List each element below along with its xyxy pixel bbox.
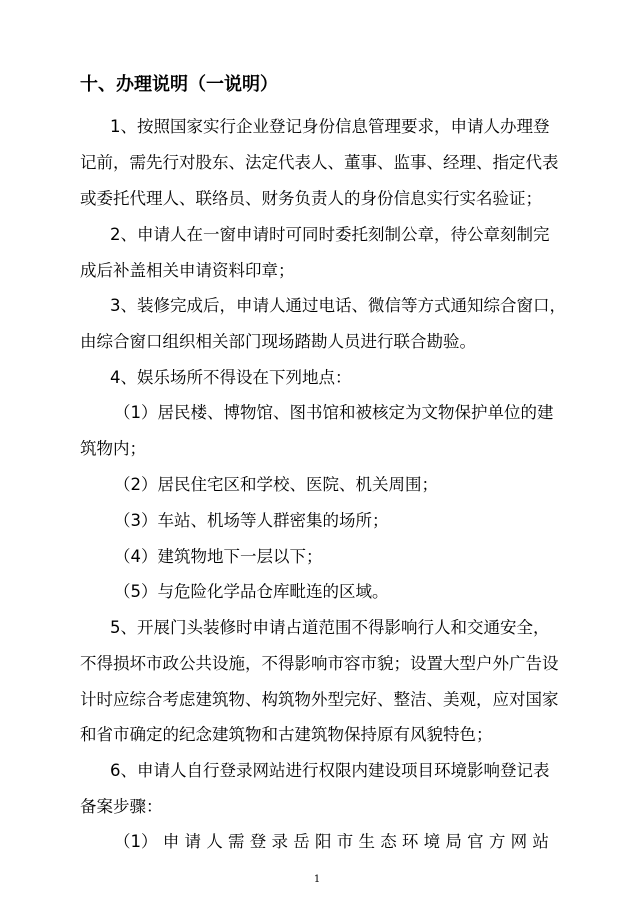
paragraph-line: 5、开展门头装修时申请占道范围不得影响行人和交通安全，	[110, 618, 550, 637]
page-number: 1	[313, 874, 321, 885]
section-heading: 十、办理说明（一说明）	[80, 74, 278, 95]
paragraph-line: 由综合窗口组织相关部门现场踏勘人员进行联合勘验。	[80, 332, 476, 351]
list-item-continuation: 筑物内；	[80, 439, 146, 458]
paragraph-line: 或委托代理人、联络员、财务负责人的身份信息实行实名验证；	[80, 189, 542, 208]
list-item: （5）与危险化学品仓库毗连的区域。	[114, 582, 389, 601]
paragraph-line: 计时应综合考虑建筑物、构筑物外型完好、整洁、美观，应对国家	[80, 690, 559, 709]
paragraph-line: 2、申请人在一窗申请时可同时委托刻制公章，待公章刻制完	[110, 225, 550, 244]
paragraph-line: 6、申请人自行登录网站进行权限内建设项目环境影响登记表	[110, 761, 550, 780]
paragraph-line: 不得损坏市政公共设施，不得影响市容市貌；设置大型户外广告设	[80, 654, 559, 673]
paragraph-line: 成后补盖相关申请资料印章；	[80, 261, 295, 280]
list-item: （3）车站、机场等人群密集的场所；	[114, 511, 389, 530]
paragraph-line: 和省市确定的纪念建筑物和古建筑物保持原有风貌特色；	[80, 725, 493, 744]
paragraph-line: 1、按照国家实行企业登记身份信息管理要求，申请人办理登	[110, 117, 550, 136]
paragraph-line: 3、装修完成后，申请人通过电话、微信等方式通知综合窗口，	[110, 296, 566, 315]
paragraph-line: 备案步骤：	[80, 797, 163, 816]
list-item: （2）居民住宅区和学校、医院、机关周围；	[114, 475, 438, 494]
paragraph-line: 4、娱乐场所不得设在下列地点：	[110, 368, 352, 387]
list-item: （1） 申 请 人 需 登 录 岳 阳 市 生 态 环 境 局 官 方 网 站	[114, 832, 549, 851]
paragraph-line: 记前，需先行对股东、法定代表人、董事、监事、经理、指定代表	[80, 153, 559, 172]
list-item: （1）居民楼、博物馆、图书馆和被核定为文物保护单位的建	[114, 403, 554, 422]
list-item: （4）建筑物地下一层以下；	[114, 547, 323, 566]
